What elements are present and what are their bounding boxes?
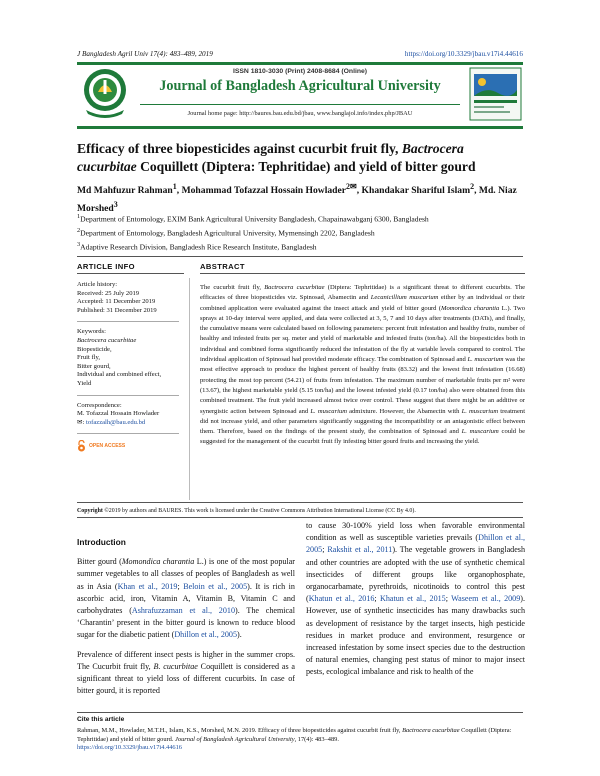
journal-title: Journal of Bangladesh Agricultural University: [159, 78, 441, 94]
keyword: Fruit fly,: [77, 354, 101, 362]
paragraph: Bitter gourd (Momondica charantia L.) is one of the most popular summer vegetables to all classes of peoples of Bangladesh as well as in Asia (Khan et al., 2019; Beloin et al., 2005). It is rich in ascorbic acid, iron, Vitamin A, Vitamin B, Vitamin C and carbohydrates (Ashrafuzzaman et al., 2010). The chemical ‘Charantin’ present in the bitter gourd is known to reduce blood sugar for the diabetic patient (Dhillon et al., 2005).: [77, 557, 295, 640]
citation-link[interactable]: Khan et al., 2019: [117, 581, 178, 591]
article-title: [77, 140, 525, 176]
email-link[interactable]: tofazzalh@bau.edu.bd: [86, 418, 146, 426]
journal-cover-logo-icon: [468, 66, 523, 122]
correspondence-block: Correspondence: M. Tofazzal Hossain Howlader ✉: tofazzalh@bau.edu.bd: [77, 401, 160, 426]
keywords-block: Keywords: Bactrocera cucurbitae Biopesticide, Fruit fly, Bitter gourd, Individual and combined effect, Yield: [77, 328, 179, 388]
article-info-panel: [77, 275, 179, 452]
info-divider: [77, 321, 179, 322]
citation-link[interactable]: Waseem et al., 2009: [451, 594, 521, 604]
author-name: Mohammad Tofazzal Hossain Howlader: [181, 185, 347, 197]
paragraph: Prevalence of different insect pests is higher in the summer crops. The Cucurbit fruit fly, B. cucurbitae Coquillett is considered as a significant threat to yield loss of different cucurbits. In case of bitter gourd, it is reported: [77, 649, 295, 696]
running-header: [77, 50, 523, 58]
author-affil-sup: 1: [172, 182, 177, 191]
header-doi-link[interactable]: https://doi.org/10.3329/jbau.v17i4.44616: [404, 50, 523, 58]
citation-link[interactable]: Rakshit et al., 2011: [327, 545, 393, 555]
author-name: Md Mahfuzur Rahman: [77, 185, 173, 197]
banner-top-rule: [77, 62, 523, 65]
journal-home-page[interactable]: Journal home page: http://baures.bau.edu.bd/jbau, www.banglajol.info/index.php/JBAU: [187, 110, 413, 117]
author-affil-sup: 2✉: [346, 182, 357, 191]
abstract-rule: [200, 273, 525, 274]
citation-link[interactable]: Ashrafuzzaman et al., 2010: [131, 606, 235, 616]
article-history: Article history: Received: 25 July 2019 Accepted: 11 December 2019 Published: 31 December 2019: [77, 281, 157, 314]
open-access-badge: OPEN ACCESS: [77, 440, 179, 452]
body-column-left: [77, 536, 295, 704]
cite-top-rule: [77, 712, 523, 713]
paragraph: to cause 30-100% yield loss when favorable environmental condition as well as susceptible varieties prevails (Dhillon et al., 2005; Rakshit et al., 2011). The vegetable growers in Bangladesh and other countries are adopted with the use of synthetic chemical insecticides of different groups like organophosphate, organocarbamate, pyrethroids, nicotinoids to control this pest (Khatun et al., 2016; Khatun et al., 2015; Waseem et al., 2009). However, use of synthetic insecticides has many drawbacks such as development of resistance by the target insects, high pesticide residues in market produce and environment, resurgence or increased infestation by some insect species due to the destruction of natural enemies, changing pest status of minor to major insect pests, ecological imbalance and risk to health of the: [306, 521, 525, 677]
column-divider: [189, 278, 190, 500]
envelope-icon: ✉: [77, 418, 83, 426]
keyword: Biopesticide,: [77, 345, 112, 353]
section-top-rule: [77, 256, 523, 257]
info-divider: [77, 395, 179, 396]
title-text-1: Efficacy of three biopesticides against cucurbit fruit fly,: [77, 141, 402, 156]
citation-link[interactable]: Khatun et al., 2015: [380, 594, 446, 604]
citation-link[interactable]: Beloin et al., 2005: [183, 581, 248, 591]
body-column-right: [306, 520, 525, 686]
introduction-heading: Introduction: [77, 537, 126, 547]
author-name: Khandakar Shariful Islam: [361, 185, 471, 197]
citation-link[interactable]: Dhillon et al., 2005: [306, 533, 525, 555]
keyword: Individual and combined effect,: [77, 371, 162, 379]
citation-link[interactable]: Khatun et al., 2016: [308, 594, 375, 604]
cite-heading: Cite this article: [77, 716, 125, 723]
citation-text: Rahman, M.M., Howlader, M.T.H., Islam, K.S., Morshed, M.N. 2019. Efficacy of three biopesticides against cucurbit fruit fly, Bactrocera cucurbitae Coquillett (Diptera: Tephritidae) and yield of bitter gourd. Journal of Bangladesh Agricultural University, 17(4): 483–489. https://doi.org/10.3329/jbau.v17i4.44616: [77, 727, 512, 752]
abstract-heading: ABSTRACT: [200, 262, 245, 271]
university-logo-icon: [78, 66, 132, 122]
abstract-text: The cucurbit fruit fly, Bactrocera cucurbitae (Diptera: Tephritidae) is a significant threat to different cucurbits. The efficacies of three biopesticides viz. Spinosad, Abamectin and Lecanicillium muscarium either by an individual or their combined application were evaluated against the insect attack and yield of bitter gourd (Momordica charantia L.). Two sprays at 10-day interval were applied, and data were collected at 3, 5, 7 and 10 days after treatments (DATs), and finally, the cumulative means were calculated based on following parameters: percent fruit infestation and healthy fruits, number of healthy and infested fruits per sq. meter and yield of marketable and infested fruits (ton/ha). All the biopesticides both in individual and combined forms significantly reduced the infestation of the fly at variable levels compared to control. The individual application of Spinosad had provided moderate efficacy. The combination of Spinosad and L. muscarium was the most effective approach to produce the highest percent of healthy fruits (83.32) and the lowest fruit infestation (16.68) protecting the most top percent (54.21) of fruits from infestation. The maximum number of marketable fruits per m² were (13.67), the highest marketable yield (5.15 ton/ha) and the lowest infested yield (0.17 ton/ha) also were obtained from this combined treatment. The fruit yield increased almost twice over control. These suggest that there might be an additive or synergistic action between Spinosad and L. muscarium admixture. However, the Abamectin with L. muscarium treatment did not increase yield, and other parameters significantly suggesting the incompatibility or an antagonistic effect between them. Therefore, based on the findings of the present study, the combination of Spinosad and L. muscarium could be suggested for the management of the cucurbit fruit fly infesting bitter gourd fruits and increasing the yield.: [200, 284, 526, 446]
journal-title-underline: [140, 104, 460, 105]
keyword: Yield: [77, 379, 92, 387]
copyright-top-rule: [77, 502, 523, 503]
keyword: Bitter gourd,: [77, 362, 111, 370]
title-species: Bactrocera cucurbitae: [77, 141, 464, 174]
author-affil-sup: 3: [113, 199, 118, 209]
issn-line: ISSN 1810-3030 (Print) 2408-8684 (Online): [232, 68, 368, 75]
author-name: Md. Niaz Morshed: [77, 185, 517, 214]
affiliation-1: $^1$Department of Entomology, EXIM Bank Agricultural University Bangladesh, Chapainawabganj 6300, Bangladesh: [77, 213, 429, 224]
open-lock-icon: [77, 440, 86, 452]
banner-bottom-rule: [77, 126, 523, 129]
article-info-rule: [77, 273, 184, 274]
cite-doi-link[interactable]: https://doi.org/10.3329/jbau.v17i4.44616: [77, 744, 182, 752]
affiliation-2: $^2$Department of Entomology, Bangladesh Agricultural University, Mymensingh 2202, Bangladesh: [77, 227, 375, 238]
title-text-2: Coquillett (Diptera: Tephritidae) and yield of bitter gourd: [136, 159, 476, 174]
info-divider: [77, 433, 179, 434]
copyright-notice: Copyright ©2019 by authors and BAURES. This work is licensed under the Creative Commons Attribution International License (CC By 4.0).: [77, 508, 416, 514]
author-list: Md Mahfuzur Rahman$^1$, Mohammad Tofazzal Hossain Howlader$^{2✉}$, Khandakar Shariful Islam$^2$, Md. Niaz Morshed$^3$: [77, 182, 517, 214]
affiliation-3: $^3$Adaptive Research Division, Bangladesh Rice Research Institute, Bangladesh: [77, 241, 317, 252]
citation-link[interactable]: Dhillon et al., 2005: [174, 630, 238, 640]
keyword: Bactrocera cucurbitae: [77, 336, 137, 344]
journal-reference: J Bangladesh Agril Univ 17(4): 483–489, 2019: [77, 50, 213, 58]
author-affil-sup: 2: [470, 182, 475, 191]
affiliations: [77, 211, 525, 253]
article-info-heading: ARTICLE INFO: [77, 262, 135, 271]
copyright-bottom-rule: [77, 517, 523, 518]
